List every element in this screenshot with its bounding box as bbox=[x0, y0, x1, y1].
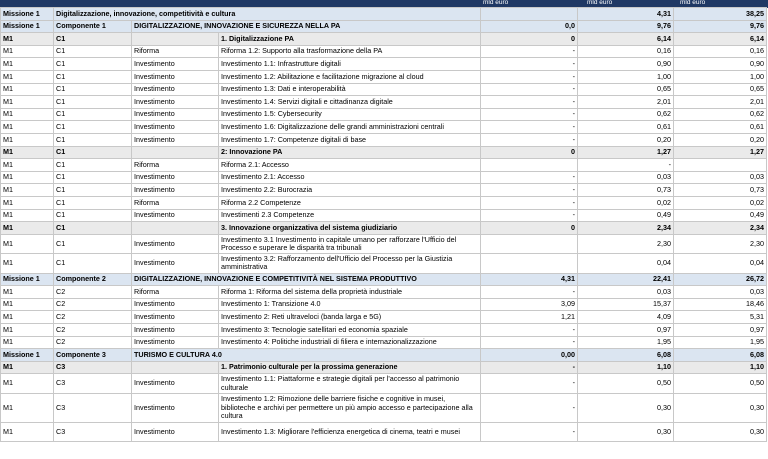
value-cell-b: 38,25 bbox=[674, 8, 767, 21]
value-cell-b: 0,30 bbox=[578, 393, 674, 422]
type-cell: Riforma bbox=[132, 45, 219, 58]
mission-cell: M1 bbox=[1, 393, 54, 422]
description-cell: Investimento 2.1: Accesso bbox=[219, 171, 481, 184]
description-cell: Investimento 3.1 Investimento in capitale umano per rafforzare l'Ufficio del Processo e superare le disparità tra tribunali bbox=[219, 234, 481, 254]
type-cell: TURISMO E CULTURA 4.0 bbox=[132, 349, 481, 362]
value-cell-c: 1,00 bbox=[674, 70, 767, 83]
component-cell: C1 bbox=[54, 83, 132, 96]
table-row bbox=[1, 83, 767, 96]
component-cell: C2 bbox=[54, 311, 132, 324]
value-cell-b: 9,76 bbox=[578, 20, 674, 33]
table-row bbox=[1, 286, 767, 299]
mission-cell: M1 bbox=[1, 184, 54, 197]
value-cell-b: 4,09 bbox=[578, 311, 674, 324]
component-cell: C3 bbox=[54, 361, 132, 374]
component-cell: C1 bbox=[54, 108, 132, 121]
mission-cell: M1 bbox=[1, 422, 54, 442]
value-cell-a: 0,00 bbox=[481, 349, 578, 362]
value-cell-a: 0 bbox=[481, 146, 578, 159]
value-cell-a: - bbox=[481, 121, 578, 134]
value-cell-c: 1,95 bbox=[674, 336, 767, 349]
table-row bbox=[1, 393, 767, 422]
value-cell-c: 9,76 bbox=[674, 20, 767, 33]
value-cell-c: 0,16 bbox=[674, 45, 767, 58]
component-cell: Componente 2 bbox=[54, 273, 132, 286]
mission-cell: M1 bbox=[1, 121, 54, 134]
description-cell: Investimento 2: Reti ultraveloci (banda larga e 5G) bbox=[219, 311, 481, 324]
table-row bbox=[1, 209, 767, 222]
type-cell: Investimento bbox=[132, 374, 219, 394]
component-cell: C1 bbox=[54, 58, 132, 71]
value-cell-c: 0,50 bbox=[674, 374, 767, 394]
mission-row bbox=[1, 273, 767, 286]
mission-row bbox=[1, 20, 767, 33]
value-cell-b: 0,02 bbox=[578, 196, 674, 209]
value-cell-c: 0,30 bbox=[674, 393, 767, 422]
value-cell-c: 2,34 bbox=[674, 222, 767, 235]
value-cell-c: 6,08 bbox=[674, 349, 767, 362]
component-cell: C1 bbox=[54, 70, 132, 83]
value-cell-c: 0,61 bbox=[674, 121, 767, 134]
type-cell: Investimento bbox=[132, 298, 219, 311]
value-cell-b: 0,04 bbox=[578, 254, 674, 274]
value-cell-a: - bbox=[481, 96, 578, 109]
mission-cell: M1 bbox=[1, 361, 54, 374]
value-cell-a: 0 bbox=[481, 33, 578, 46]
type-cell: Investimento bbox=[132, 184, 219, 197]
value-cell-b: 2,34 bbox=[578, 222, 674, 235]
value-cell-a: 4,31 bbox=[578, 8, 674, 21]
table-row bbox=[1, 196, 767, 209]
mission-cell: M1 bbox=[1, 108, 54, 121]
component-cell: C1 bbox=[54, 146, 132, 159]
value-cell-a: - bbox=[481, 336, 578, 349]
mission-cell: M1 bbox=[1, 196, 54, 209]
table-row bbox=[1, 45, 767, 58]
value-cell-c: 0,90 bbox=[674, 58, 767, 71]
type-cell bbox=[132, 146, 219, 159]
mission-cell: M1 bbox=[1, 45, 54, 58]
value-cell-b: 1,10 bbox=[578, 361, 674, 374]
description-cell: Riforma 2.2 Competenze bbox=[219, 196, 481, 209]
component-cell: C1 bbox=[54, 45, 132, 58]
mission-cell: M1 bbox=[1, 311, 54, 324]
mission-cell: M1 bbox=[1, 159, 54, 172]
value-cell-c: 0,03 bbox=[674, 286, 767, 299]
type-cell: Investimento bbox=[132, 311, 219, 324]
component-cell: C3 bbox=[54, 393, 132, 422]
component-cell: C3 bbox=[54, 374, 132, 394]
type-cell: Investimento bbox=[132, 234, 219, 254]
value-cell-b: 0,61 bbox=[578, 121, 674, 134]
value-cell-a: - bbox=[481, 58, 578, 71]
value-cell-a: - bbox=[481, 209, 578, 222]
component-cell: Componente 1 bbox=[54, 20, 132, 33]
type-cell: DIGITALIZZAZIONE, INNOVAZIONE E SICUREZZA NELLA PA bbox=[132, 20, 481, 33]
value-cell-a: - bbox=[481, 361, 578, 374]
value-cell-a: 0 bbox=[481, 222, 578, 235]
component-cell: C1 bbox=[54, 254, 132, 274]
description-cell: 3. Innovazione organizzativa del sistema giudiziario bbox=[219, 222, 481, 235]
table-row bbox=[1, 70, 767, 83]
value-cell-c: 0,62 bbox=[674, 108, 767, 121]
value-cell-b: 0,97 bbox=[578, 324, 674, 337]
mission-cell: M1 bbox=[1, 374, 54, 394]
component-cell: C1 bbox=[54, 184, 132, 197]
type-cell: Riforma bbox=[132, 159, 219, 172]
type-cell: Investimento bbox=[132, 96, 219, 109]
subtotal-row bbox=[1, 361, 767, 374]
value-cell-b: 0,03 bbox=[578, 286, 674, 299]
type-cell: Investimento bbox=[132, 393, 219, 422]
table-row bbox=[1, 374, 767, 394]
table-row bbox=[1, 422, 767, 442]
description-cell: Riforma 1.2: Supporto alla trasformazione della PA bbox=[219, 45, 481, 58]
component-cell: C3 bbox=[54, 422, 132, 442]
component-cell: C2 bbox=[54, 324, 132, 337]
table-row bbox=[1, 58, 767, 71]
value-cell-c: 0,97 bbox=[674, 324, 767, 337]
type-cell: Investimento bbox=[132, 422, 219, 442]
component-cell: C2 bbox=[54, 286, 132, 299]
component-cell: Componente 3 bbox=[54, 349, 132, 362]
component-cell: C1 bbox=[54, 234, 132, 254]
mission-cell: M1 bbox=[1, 96, 54, 109]
value-cell-b: 0,03 bbox=[578, 171, 674, 184]
value-cell-a: - bbox=[481, 45, 578, 58]
description-cell: Investimento 1.6: Digitalizzazione delle grandi amministrazioni centrali bbox=[219, 121, 481, 134]
value-cell-a bbox=[481, 254, 578, 274]
mission-cell: Missione 1 bbox=[1, 8, 54, 21]
value-cell-b: 6,08 bbox=[578, 349, 674, 362]
value-cell-a bbox=[481, 159, 578, 172]
mission-cell: M1 bbox=[1, 70, 54, 83]
value-cell-c: 1,10 bbox=[674, 361, 767, 374]
mission-cell: M1 bbox=[1, 324, 54, 337]
description-cell: Investimento 3: Tecnologie satellitari ed economia spaziale bbox=[219, 324, 481, 337]
description-cell: 1. Patrimonio culturale per la prossima generazione bbox=[219, 361, 481, 374]
value-cell-a: - bbox=[481, 286, 578, 299]
component-cell: C1 bbox=[54, 133, 132, 146]
value-cell-c: 0,03 bbox=[674, 171, 767, 184]
component-cell: C1 bbox=[54, 196, 132, 209]
value-cell-a: - bbox=[481, 108, 578, 121]
value-cell-c: 26,72 bbox=[674, 273, 767, 286]
description-cell: Investimento 1.2: Abilitazione e facilitazione migrazione al cloud bbox=[219, 70, 481, 83]
type-cell: Investimento bbox=[132, 70, 219, 83]
mission-row bbox=[1, 8, 767, 21]
value-cell-c: 6,14 bbox=[674, 33, 767, 46]
description-cell bbox=[481, 8, 578, 21]
description-cell: Investimento 1.2: Rimozione delle barriere fisiche e cognitive in musei, biblioteche e archivi per permettere un più ampio accesso e partecipazione alla cultura bbox=[219, 393, 481, 422]
mission-cell: M1 bbox=[1, 133, 54, 146]
component-cell: C2 bbox=[54, 298, 132, 311]
unit-label: mld euro bbox=[483, 0, 509, 6]
component-cell: C1 bbox=[54, 96, 132, 109]
type-cell: Investimento bbox=[132, 336, 219, 349]
description-cell: Riforma 2.1: Accesso bbox=[219, 159, 481, 172]
value-cell-c: 2,01 bbox=[674, 96, 767, 109]
mission-cell: Missione 1 bbox=[1, 349, 54, 362]
component-cell: C1 bbox=[54, 33, 132, 46]
type-cell: Investimento bbox=[132, 83, 219, 96]
value-cell-b: 1,95 bbox=[578, 336, 674, 349]
budget-table bbox=[0, 7, 767, 442]
mission-cell: M1 bbox=[1, 33, 54, 46]
value-cell-c bbox=[674, 159, 767, 172]
table-body bbox=[1, 8, 767, 442]
value-cell-a: - bbox=[481, 324, 578, 337]
mission-row bbox=[1, 349, 767, 362]
value-cell-c: 0,73 bbox=[674, 184, 767, 197]
value-cell-b: 22,41 bbox=[578, 273, 674, 286]
value-cell-a: - bbox=[481, 70, 578, 83]
value-cell-b: 0,62 bbox=[578, 108, 674, 121]
type-cell: Investimento bbox=[132, 108, 219, 121]
description-cell: Investimento 1.4: Servizi digitali e cittadinanza digitale bbox=[219, 96, 481, 109]
component-cell: C1 bbox=[54, 222, 132, 235]
type-cell: Investimento bbox=[132, 209, 219, 222]
type-cell: Investimento bbox=[132, 254, 219, 274]
value-cell-a: 3,09 bbox=[481, 298, 578, 311]
mission-cell: M1 bbox=[1, 298, 54, 311]
value-cell-c: 5,31 bbox=[674, 311, 767, 324]
unit-label: mld euro bbox=[680, 0, 706, 6]
component-cell: Digitalizzazione, innovazione, competitività e cultura bbox=[54, 8, 481, 21]
value-cell-b: 0,20 bbox=[578, 133, 674, 146]
value-cell-a: - bbox=[481, 393, 578, 422]
mission-cell: M1 bbox=[1, 254, 54, 274]
value-cell-b: 2,30 bbox=[578, 234, 674, 254]
table-row bbox=[1, 171, 767, 184]
value-cell-a bbox=[481, 234, 578, 254]
subtotal-row bbox=[1, 146, 767, 159]
value-cell-c: 0,04 bbox=[674, 254, 767, 274]
value-cell-a: 4,31 bbox=[481, 273, 578, 286]
value-cell-b: 0,90 bbox=[578, 58, 674, 71]
table-row bbox=[1, 96, 767, 109]
type-cell: DIGITALIZZAZIONE, INNOVAZIONE E COMPETITIVITÀ NEL SISTEMA PRODUTTIVO bbox=[132, 273, 481, 286]
value-cell-b: 2,01 bbox=[578, 96, 674, 109]
value-cell-b: 15,37 bbox=[578, 298, 674, 311]
value-cell-a: - bbox=[481, 83, 578, 96]
type-cell: Investimento bbox=[132, 133, 219, 146]
type-cell bbox=[132, 361, 219, 374]
value-cell-a: - bbox=[481, 133, 578, 146]
mission-cell: Missione 1 bbox=[1, 273, 54, 286]
type-cell: Investimento bbox=[132, 171, 219, 184]
type-cell bbox=[132, 222, 219, 235]
value-cell-c: 1,27 bbox=[674, 146, 767, 159]
value-cell-a: - bbox=[481, 196, 578, 209]
description-cell: 2: Innovazione PA bbox=[219, 146, 481, 159]
value-cell-b: 0,50 bbox=[578, 374, 674, 394]
component-cell: C1 bbox=[54, 209, 132, 222]
value-cell-c: 0,49 bbox=[674, 209, 767, 222]
type-cell: Investimento bbox=[132, 58, 219, 71]
value-cell-c: 18,46 bbox=[674, 298, 767, 311]
type-cell: Riforma bbox=[132, 286, 219, 299]
description-cell: Investimento 1.1: Piattaforme e strategie digitali per l'accesso al patrimonio culturale bbox=[219, 374, 481, 394]
description-cell: Investimento 1: Transizione 4.0 bbox=[219, 298, 481, 311]
component-cell: C1 bbox=[54, 121, 132, 134]
value-cell-b: 0,73 bbox=[578, 184, 674, 197]
mission-cell: M1 bbox=[1, 336, 54, 349]
value-cell-a: 0,0 bbox=[481, 20, 578, 33]
table-row bbox=[1, 121, 767, 134]
mission-cell: M1 bbox=[1, 146, 54, 159]
subtotal-row bbox=[1, 222, 767, 235]
subtotal-row bbox=[1, 33, 767, 46]
mission-cell: M1 bbox=[1, 286, 54, 299]
mission-cell: M1 bbox=[1, 58, 54, 71]
description-cell: Investimento 1.3: Dati e interoperabilità bbox=[219, 83, 481, 96]
table-row bbox=[1, 133, 767, 146]
mission-cell: M1 bbox=[1, 209, 54, 222]
component-cell: C1 bbox=[54, 171, 132, 184]
component-cell: C1 bbox=[54, 159, 132, 172]
value-cell-b: 1,00 bbox=[578, 70, 674, 83]
type-cell bbox=[132, 33, 219, 46]
value-cell-b: 0,65 bbox=[578, 83, 674, 96]
mission-cell: M1 bbox=[1, 222, 54, 235]
type-cell: Investimento bbox=[132, 324, 219, 337]
description-cell: Investimento 4: Politiche industriali di filiera e internazionalizzazione bbox=[219, 336, 481, 349]
description-cell: Investimento 3.2: Rafforzamento dell'Ufficio del Processo per la Giustizia amministrativa bbox=[219, 254, 481, 274]
mission-cell: M1 bbox=[1, 83, 54, 96]
description-cell: Investimento 2.2: Burocrazia bbox=[219, 184, 481, 197]
value-cell-b: 0,49 bbox=[578, 209, 674, 222]
description-cell: Investimento 1.1: Infrastrutture digitali bbox=[219, 58, 481, 71]
table-row bbox=[1, 159, 767, 172]
value-cell-c: 0,30 bbox=[674, 422, 767, 442]
component-cell: C2 bbox=[54, 336, 132, 349]
value-cell-b: 1,27 bbox=[578, 146, 674, 159]
value-cell-c: 0,20 bbox=[674, 133, 767, 146]
value-cell-a: - bbox=[481, 374, 578, 394]
value-cell-c: 0,65 bbox=[674, 83, 767, 96]
description-cell: Riforma 1: Riforma del sistema della proprietà industriale bbox=[219, 286, 481, 299]
value-cell-b: - bbox=[578, 159, 674, 172]
description-cell: Investimento 1.7: Competenze digitali di base bbox=[219, 133, 481, 146]
value-cell-b: 6,14 bbox=[578, 33, 674, 46]
value-cell-a: 1,21 bbox=[481, 311, 578, 324]
value-cell-a: - bbox=[481, 171, 578, 184]
description-cell: Investimenti 2.3 Competenze bbox=[219, 209, 481, 222]
value-cell-a: - bbox=[481, 422, 578, 442]
value-cell-b: 0,16 bbox=[578, 45, 674, 58]
table-row bbox=[1, 336, 767, 349]
description-cell: Investimento 1.5: Cybersecurity bbox=[219, 108, 481, 121]
description-cell: Investimento 1.3: Migliorare l'efficienza energetica di cinema, teatri e musei bbox=[219, 422, 481, 442]
type-cell: Investimento bbox=[132, 121, 219, 134]
table-row bbox=[1, 108, 767, 121]
table-row bbox=[1, 311, 767, 324]
table-row bbox=[1, 184, 767, 197]
value-cell-b: 0,30 bbox=[578, 422, 674, 442]
mission-cell: Missione 1 bbox=[1, 20, 54, 33]
unit-label: mld euro bbox=[587, 0, 613, 6]
value-cell-c: 0,02 bbox=[674, 196, 767, 209]
table-row bbox=[1, 298, 767, 311]
table-row bbox=[1, 254, 767, 274]
table-row bbox=[1, 324, 767, 337]
description-cell: 1. Digitalizzazione PA bbox=[219, 33, 481, 46]
value-cell-c: 2,30 bbox=[674, 234, 767, 254]
type-cell: Riforma bbox=[132, 196, 219, 209]
value-cell-a: - bbox=[481, 184, 578, 197]
mission-cell: M1 bbox=[1, 171, 54, 184]
mission-cell: M1 bbox=[1, 234, 54, 254]
table-row bbox=[1, 234, 767, 254]
